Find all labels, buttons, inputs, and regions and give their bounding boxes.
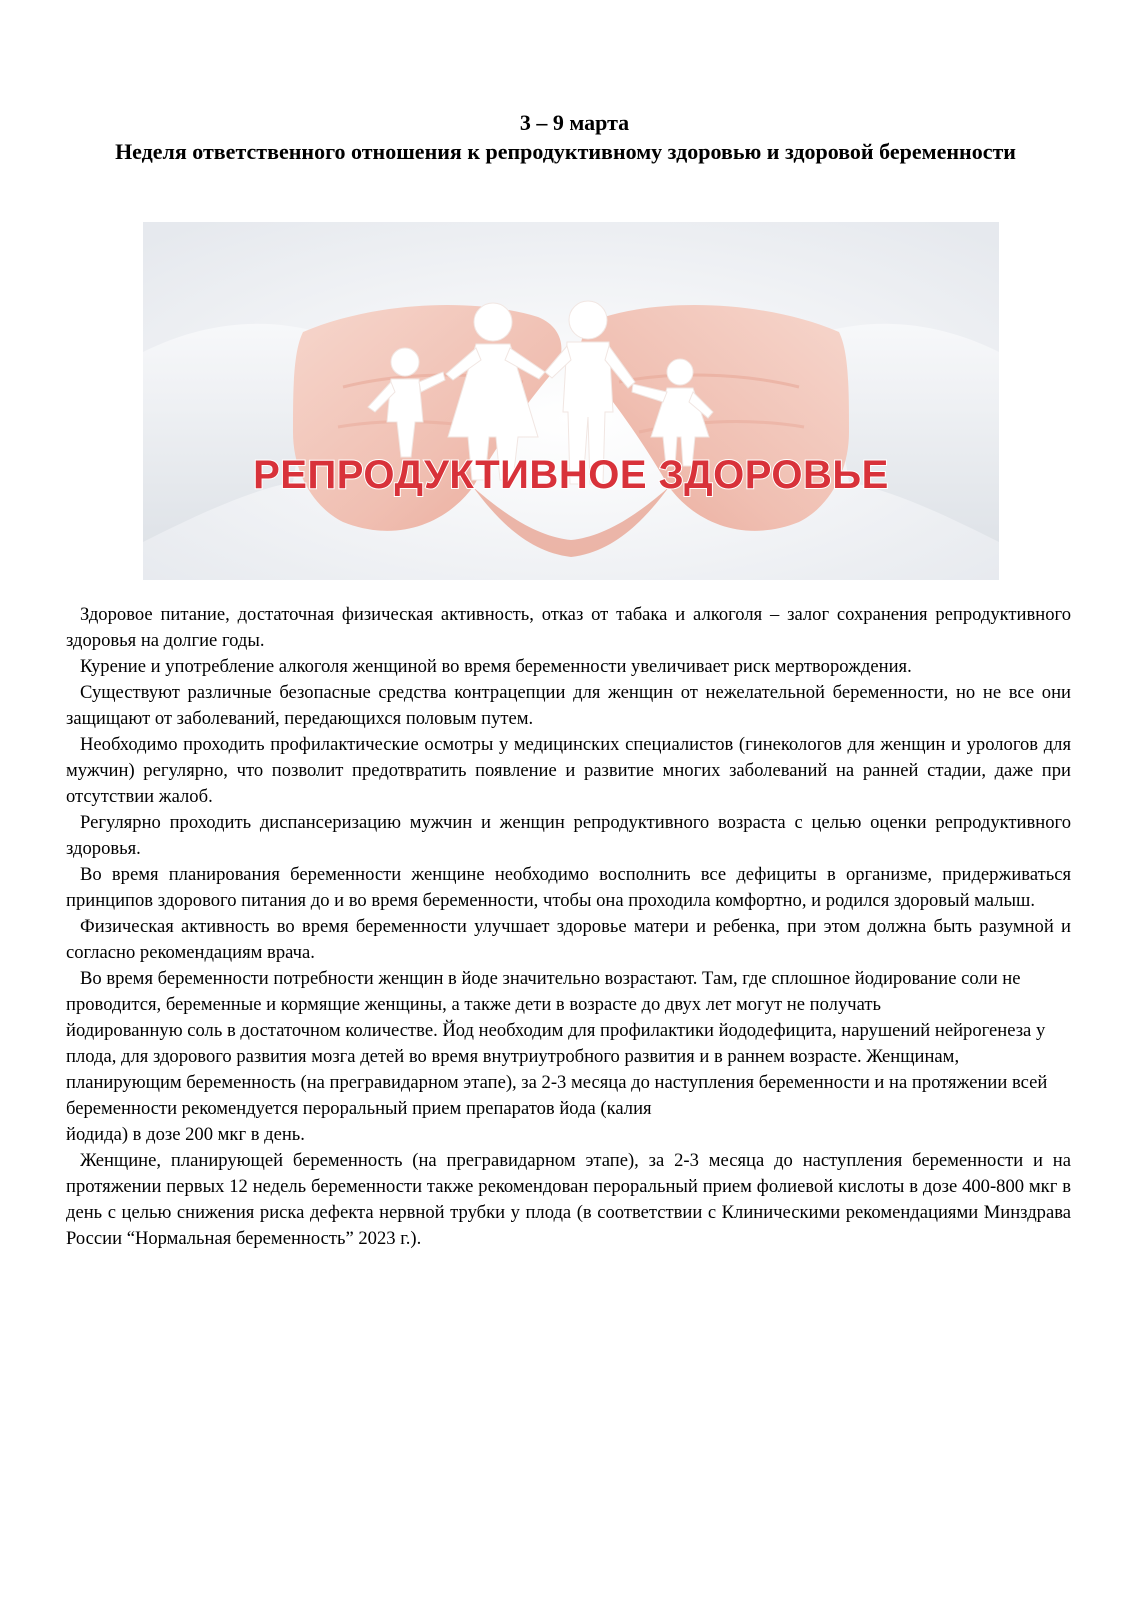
document-header: [0, 108, 1131, 166]
banner-image: [143, 222, 999, 580]
paragraph: Существуют различные безопасные средства контрацепции для женщин от нежелательной беременности, но не все они защищают от заболеваний, передающихся половым путем.: [66, 682, 1071, 729]
paragraph: Здоровое питание, достаточная физическая активность, отказ от табака и алкоголя – залог сохранения репродуктивного здоровья на долгие годы.: [66, 604, 1071, 651]
paragraph: Курение и употребление алкоголя женщиной во время беременности увеличивает риск мертворождения.: [80, 656, 912, 677]
document-title: Неделя ответственного отношения к репродуктивному здоровью и здоровой беременности: [115, 139, 1016, 164]
paragraph: Во время беременности потребности женщин в йоде значительно возрастают. Там, где сплошное йодирование соли не проводится, беременные и кормящие женщины, а также дети в возрасте до двух лет могут не получать: [66, 968, 1021, 1015]
paragraph: Женщине, планирующей беременность (на прегравидарном этапе), за 2-3 месяца до наступления беременности и на протяжении первых 12 недель беременности также рекомендован пероральный прием фолиевой кислоты в дозе 400-800 мкг в день с целью снижения риска дефекта нервной трубки у плода (в соответствии с Клиническими рекомендациями Минздрава России “Нормальная беременность” 2023 г.).: [66, 1150, 1071, 1249]
paragraph: йодида) в дозе 200 мкг в день.: [66, 1124, 305, 1145]
paragraph: Физическая активность во время беременности улучшает здоровье матери и ребенка, при этом должна быть разумной и согласно рекомендациям врача.: [66, 916, 1071, 963]
event-dates: 3 – 9 марта: [519, 110, 630, 135]
banner-caption: РЕПРОДУКТИВНОЕ ЗДОРОВЬЕ: [253, 453, 889, 497]
paragraph: йодированную соль в достаточном количестве. Йод необходим для профилактики йододефицита, нарушений нейрогенеза у плода, для здорового развития мозга детей во время внутриутробного развития и в раннем возрасте. Женщинам, планирующим беременность (на прегравидарном этапе), за 2-3 месяца до наступления беременности и на протяжении всей беременности рекомендуется пероральный прием препаратов йода (калия: [66, 1020, 1048, 1119]
paragraph: Необходимо проходить профилактические осмотры у медицинских специалистов (гинекологов для женщин и урологов для мужчин) регулярно, что позволит предотвратить появление и развитие многих заболеваний на ранней стадии, даже при отсутствии жалоб.: [66, 734, 1071, 807]
document-body: [66, 602, 1071, 1252]
paragraph: Регулярно проходить диспансеризацию мужчин и женщин репродуктивного возраста с целью оценки репродуктивного здоровья.: [66, 812, 1071, 859]
paragraph: Во время планирования беременности женщине необходимо восполнить все дефициты в организме, придерживаться принципов здорового питания до и во время беременности, чтобы она проходила комфортно, и родился здоровый малыш.: [66, 864, 1071, 911]
